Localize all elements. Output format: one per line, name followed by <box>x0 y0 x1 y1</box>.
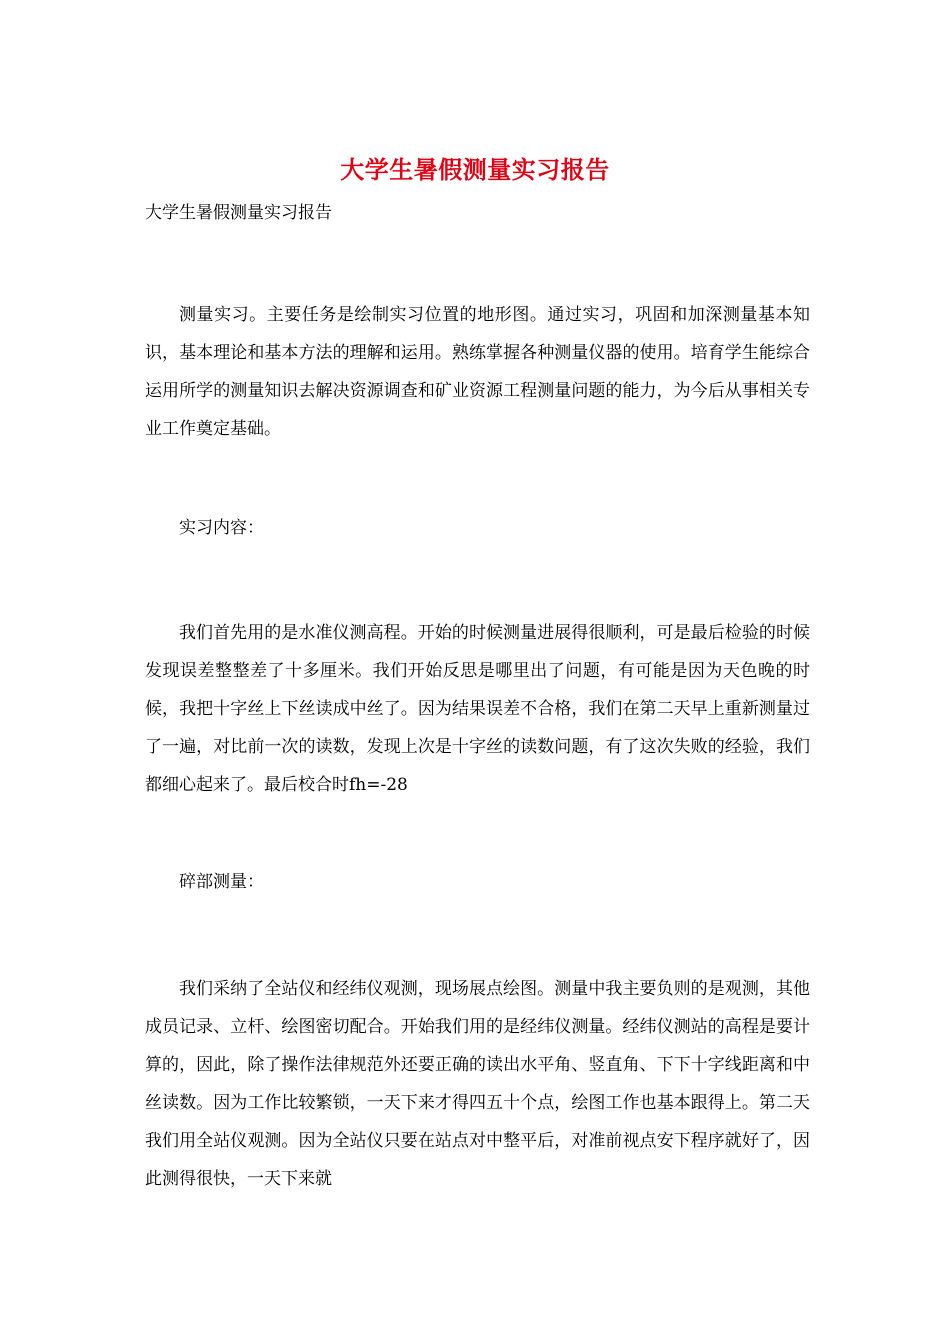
section-heading-detail-survey: 碎部测量： <box>179 872 264 892</box>
document-title: 大学生暑假测量实习报告 <box>340 155 610 184</box>
paragraph-leveling: 我们首先用的是水准仪测高程。开始的时候测量进展得很顺利，可是最后检验的时候发现误差整整差了十多厘米。我们开始反思是哪里出了问题，有可能是因为天色晚的时候，我把十字丝上下丝读成中丝了。因为结果误差不合格，我们在第二天早上重新测量过了一遍，对比前一次的读数，发现上次是十字丝的读数问题，有了这次失败的经验，我们都细心起来了。最后校合时fh=-28 <box>145 623 810 795</box>
document-subtitle: 大学生暑假测量实习报告 <box>145 203 332 223</box>
paragraph-detail-survey: 我们采纳了全站仪和经纬仪观测，现场展点绘图。测量中我主要负则的是观测，其他成员记录、立杆、绘图密切配合。开始我们用的是经纬仪测量。经纬仪测站的高程是要计算的，因此，除了操作法律规范外还要正确的读出水平角、竖直角、下下十字线距离和中丝读数。因为工作比较繁锁，一天下来才得四五十个点，绘图工作也基本跟得上。第二天我们用全站仪观测。因为全站仪只要在站点对中整平后，对准前视点安下程序就好了，因此测得很快，一天下来就 <box>145 979 810 1189</box>
paragraph-objectives: 测量实习。主要任务是绘制实习位置的地形图。通过实习，巩固和加深测量基本知识，基本理论和基本方法的理解和运用。熟练掌握各种测量仪器的使用。培育学生能综合运用所学的测量知识去解决资源调查和矿业资源工程测量问题的能力，为今后从事相关专业工作奠定基础。 <box>145 305 810 439</box>
section-heading-content: 实习内容： <box>179 518 264 538</box>
